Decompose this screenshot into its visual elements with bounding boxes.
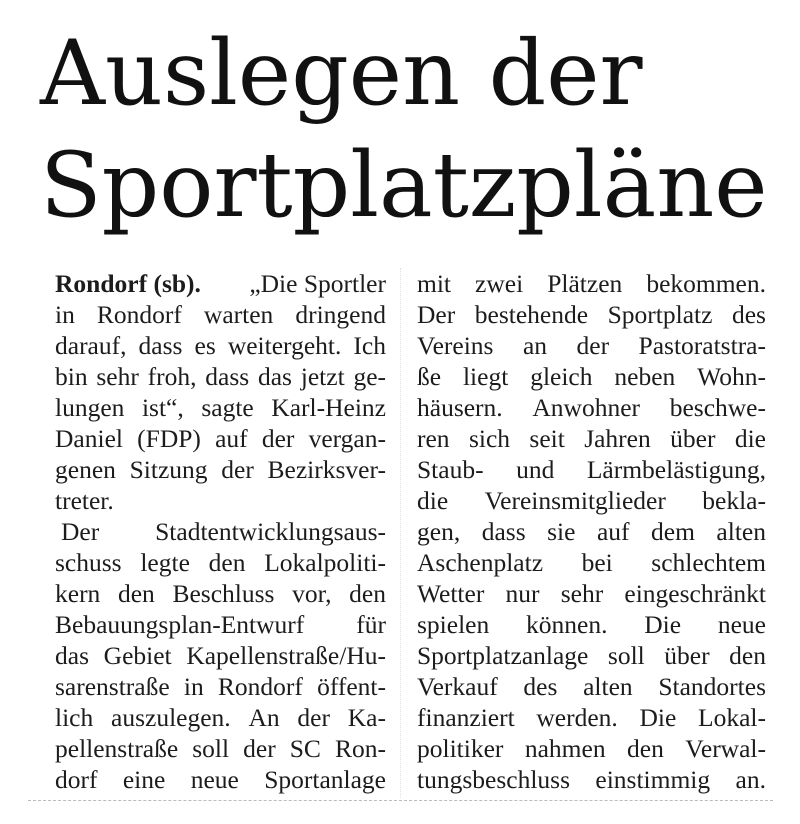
article-column-1 [55,268,386,795]
article-line: tungsbeschluss einstimmig an. [417,765,766,794]
article-line: Der bestehende Sportplatz des [417,300,766,329]
article-line: genen Sitzung der Bezirksver- [55,455,386,484]
article-line: Aschenplatz bei schlechtem [417,548,766,577]
article-line: pellenstraße soll der SC Ron- [55,734,386,763]
dateline: Rondorf (sb). [55,269,201,298]
article-line [55,268,386,299]
article-line: die Vereinsmitglieder bekla- [417,486,766,515]
article-column-2 [417,268,766,795]
headline-line-1: Auslegen der [40,21,643,126]
article-line: Vereins an der Pastoratstra- [417,331,766,360]
article-line: darauf, dass es weitergeht. Ich [55,331,386,360]
headline-line-2: Sportplatzpläne [40,133,768,238]
headline [40,18,780,242]
article-line: kern den Beschluss vor, den [55,579,386,608]
article-line: Staub- und Lärmbelästigung, [417,455,766,484]
article-line: Bebauungsplan-Entwurf für [55,610,386,639]
article-line: politiker nahmen den Verwal- [417,734,766,763]
article-line: bin sehr froh, dass das jetzt ge- [55,362,386,391]
article-line: Verkauf des alten Standortes [417,672,766,701]
article-line: spielen können. Die neue [417,610,766,639]
article-line: Wetter nur sehr eingeschränkt [417,579,766,608]
article-line: in Rondorf warten dringend [55,300,386,329]
article-line: häusern. Anwohner beschwe- [417,393,766,422]
article-line: lungen ist“, sagte Karl-Heinz [55,393,386,422]
article-line: Der Stadtentwicklungsaus- [61,517,386,546]
column-divider [400,268,401,798]
article-line: finanziert werden. Die Lokal- [417,703,766,732]
article-line: das Gebiet Kapellenstraße/Hu- [55,641,386,670]
article-line: schuss legte den Lokalpoliti- [55,548,386,577]
article-line: Daniel (FDP) auf der vergan- [55,424,386,453]
article-line: gen, dass sie auf dem alten [417,517,766,546]
article-line: treter. [55,486,114,515]
article-line: mit zwei Plätzen bekommen. [417,269,766,298]
article-line: ße liegt gleich neben Wohn- [417,362,766,391]
article-line: Sportplatzanlage soll über den [417,641,766,670]
article-line: lich auszulegen. An der Ka- [55,703,386,732]
article-line: sarenstraße in Rondorf öffent- [55,672,386,701]
article-line-text: „Die Sportler [249,269,386,298]
article-line: dorf eine neue Sportanlage [55,765,386,794]
article-line: ren sich seit Jahren über die [417,424,766,453]
bottom-edge [28,800,773,801]
